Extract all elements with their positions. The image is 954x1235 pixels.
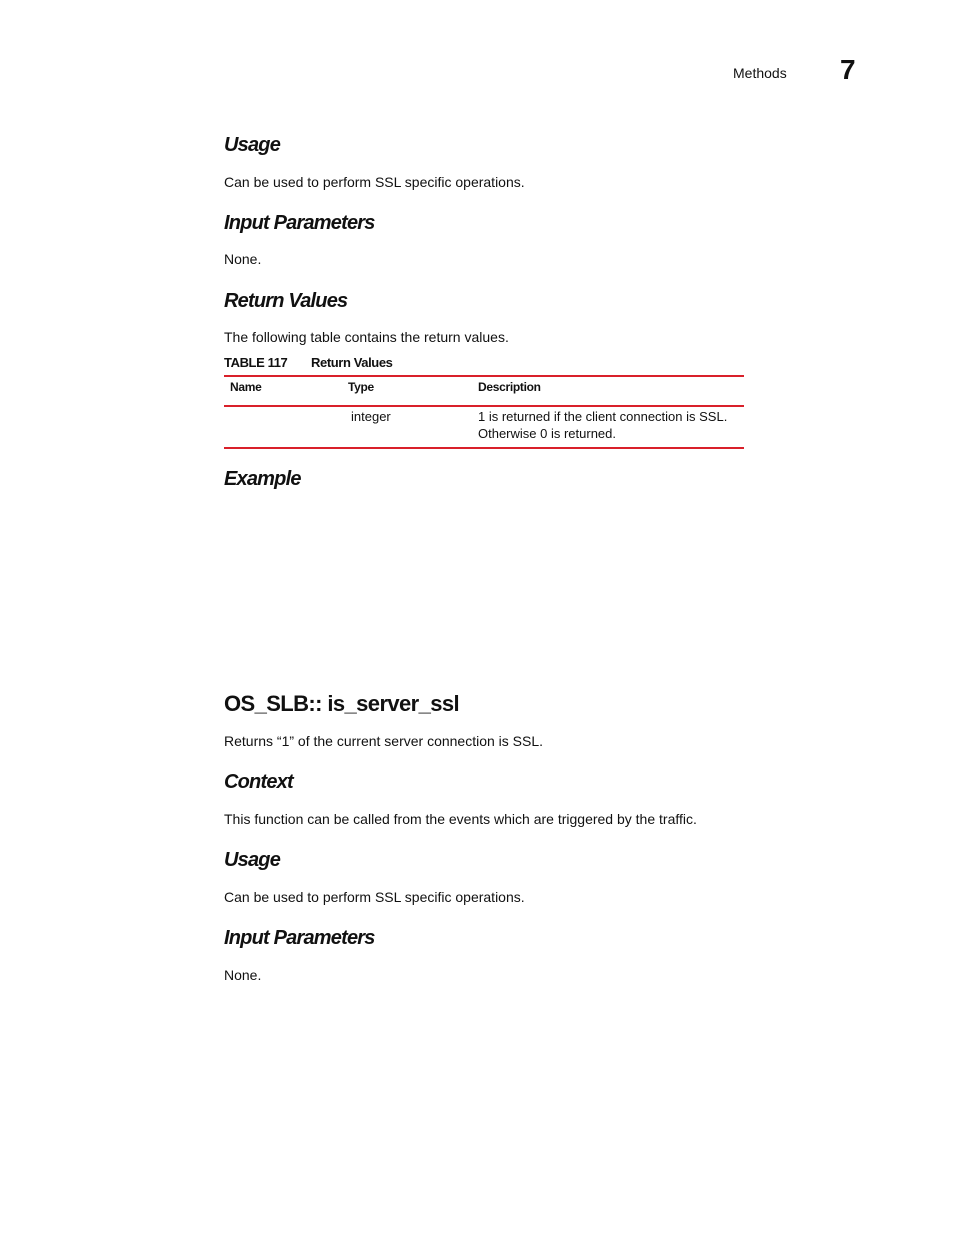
usage-text-2: Can be used to perform SSL specific operations. (224, 889, 525, 905)
table-top-rule (224, 375, 744, 377)
usage-heading: Usage (224, 134, 281, 156)
table-label: TABLE 117 (224, 355, 288, 370)
context-text: This function can be called from the events which are triggered by the traffic. (224, 811, 697, 827)
table-cell-type: integer (351, 409, 391, 424)
input-parameters-heading: Input Parameters (224, 212, 375, 234)
running-header-section: Methods (733, 65, 787, 81)
table-title: Return Values (311, 355, 393, 370)
table-header-name: Name (230, 380, 262, 394)
table-bottom-rule (224, 447, 744, 449)
return-values-text: The following table contains the return values. (224, 329, 509, 345)
usage-heading-2: Usage (224, 849, 281, 871)
return-values-heading: Return Values (224, 290, 348, 312)
table-header-description: Description (478, 380, 541, 394)
input-parameters-text: None. (224, 251, 262, 267)
example-heading: Example (224, 468, 301, 490)
context-heading: Context (224, 771, 293, 793)
table-header-type: Type (348, 380, 374, 394)
usage-text: Can be used to perform SSL specific operations. (224, 174, 525, 190)
function-title: OS_SLB:: is_server_ssl (224, 691, 460, 716)
table-cell-description-line-1: 1 is returned if the client connection is SSL. (478, 409, 728, 424)
input-parameters-heading-2: Input Parameters (224, 927, 375, 949)
table-cell-description-line-2: Otherwise 0 is returned. (478, 426, 617, 441)
input-parameters-text-2: None. (224, 967, 262, 983)
function-intro: Returns “1” of the current server connection is SSL. (224, 733, 544, 749)
chapter-number: 7 (840, 54, 856, 85)
table-header-rule (224, 405, 744, 407)
